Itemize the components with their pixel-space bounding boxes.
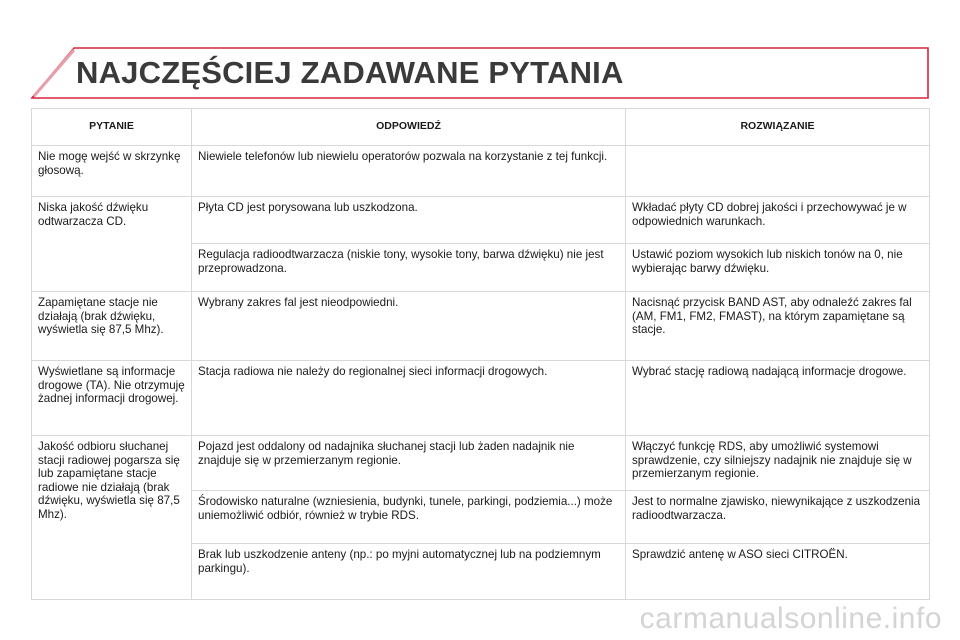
answer-cell: Środowisko naturalne (wzniesienia, budynki, tunele, parkingi, podziemia...) może uniemożliwić odbiór, również w trybie RDS.	[192, 491, 626, 544]
header-question: PYTANIE	[32, 109, 192, 146]
faq-table	[31, 108, 930, 600]
solution-cell: Wybrać stację radiową nadającą informacje drogowe.	[626, 361, 930, 436]
solution-cell: Ustawić poziom wysokich lub niskich tonów na 0, nie wybierając barwy dźwięku.	[626, 244, 930, 292]
question-cell: Nie mogę wejść w skrzynkę głosową.	[32, 146, 192, 197]
solution-cell: Nacisnąć przycisk BAND AST, aby odnaleźć zakres fal (AM, FM1, FM2, FMAST), na którym zapamiętane są stacje.	[626, 292, 930, 361]
question-cell: Jakość odbioru słuchanej stacji radiowej pogarsza się lub zapamiętane stacje radiowe nie działają (brak dźwięku, wyświetla się 87,5 Mhz).	[32, 436, 192, 600]
table-row	[32, 197, 930, 244]
solution-cell: Sprawdzić antenę w ASO sieci CITROËN.	[626, 544, 930, 600]
header-solution: ROZWIĄZANIE	[626, 109, 930, 146]
answer-cell: Brak lub uszkodzenie anteny (np.: po myjni automatycznej lub na podziemnym parkingu).	[192, 544, 626, 600]
answer-cell: Stacja radiowa nie należy do regionalnej sieci informacji drogowych.	[192, 361, 626, 436]
answer-cell: Wybrany zakres fal jest nieodpowiedni.	[192, 292, 626, 361]
table-row	[32, 292, 930, 361]
answer-cell: Regulacja radioodtwarzacza (niskie tony, wysokie tony, barwa dźwięku) nie jest przeprowadzona.	[192, 244, 626, 292]
solution-cell	[626, 146, 930, 197]
page-title: NAJCZĘŚCIEJ ZADAWANE PYTANIA	[76, 55, 624, 90]
solution-cell: Włączyć funkcję RDS, aby umożliwić systemowi sprawdzenie, czy silniejszy nadajnik nie znajduje się w przemierzanym regionie.	[626, 436, 930, 491]
solution-cell: Wkładać płyty CD dobrej jakości i przechowywać je w odpowiednich warunkach.	[626, 197, 930, 244]
answer-cell: Niewiele telefonów lub niewielu operatorów pozwala na korzystanie z tej funkcji.	[192, 146, 626, 197]
table-row	[32, 436, 930, 491]
question-cell: Wyświetlane są informacje drogowe (TA). Nie otrzymuję żadnej informacji drogowej.	[32, 361, 192, 436]
solution-cell: Jest to normalne zjawisko, niewynikające z uszkodzenia radioodtwarzacza.	[626, 491, 930, 544]
question-cell: Zapamiętane stacje nie działają (brak dźwięku, wyświetla się 87,5 Mhz).	[32, 292, 192, 361]
watermark-text: carmanualsonline.info	[639, 602, 942, 635]
header-answer: ODPOWIEDŹ	[192, 109, 626, 146]
table-row	[32, 146, 930, 197]
table-header-row	[32, 109, 930, 146]
answer-cell: Płyta CD jest porysowana lub uszkodzona.	[192, 197, 626, 244]
answer-cell: Pojazd jest oddalony od nadajnika słuchanej stacji lub żaden nadajnik nie znajduje się w przemierzanym regionie.	[192, 436, 626, 491]
question-cell: Niska jakość dźwięku odtwarzacza CD.	[32, 197, 192, 292]
table-row	[32, 361, 930, 436]
